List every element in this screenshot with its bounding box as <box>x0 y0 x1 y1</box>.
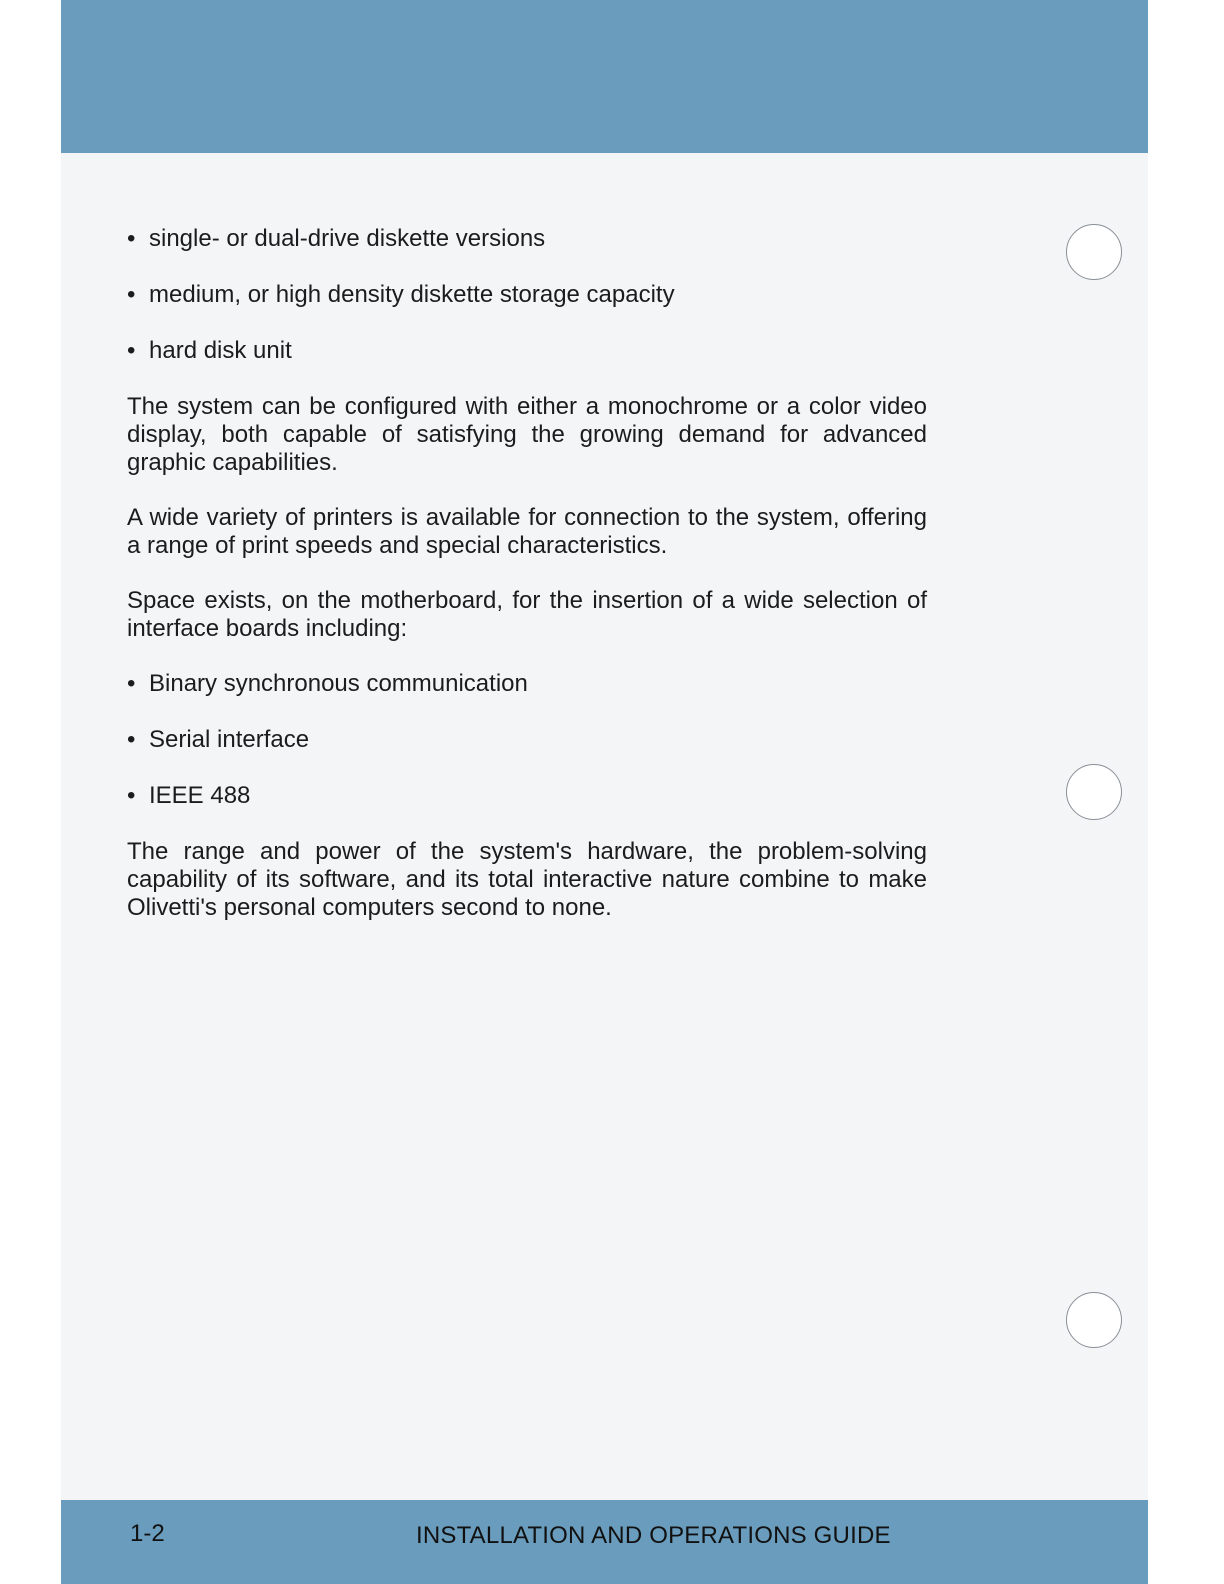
paragraph-display: The system can be configured with either a monochrome or a color video display, both capable of satisfying the growing demand for advanced graphic capabilities. <box>127 393 927 476</box>
list-item: • hard disk unit <box>127 337 927 365</box>
binder-hole <box>1066 224 1122 280</box>
binder-hole <box>1066 1292 1122 1348</box>
page-sheet <box>61 0 1148 1584</box>
interface-boards-list <box>127 670 927 810</box>
footer-band <box>61 1500 1148 1584</box>
page-content <box>127 225 927 949</box>
storage-options-list <box>127 225 927 365</box>
paragraph-closing: The range and power of the system's hardware, the problem-solving capability of its software, and its total interactive nature combine to make Olivetti's personal computers second to none. <box>127 838 927 921</box>
paragraph-interface-boards: Space exists, on the motherboard, for the insertion of a wide selection of interface boards including: <box>127 587 927 642</box>
binder-hole <box>1066 764 1122 820</box>
list-item: • Binary synchronous communication <box>127 670 927 698</box>
list-item: • medium, or high density diskette storage capacity <box>127 281 927 309</box>
page-number: 1-2 <box>130 1520 165 1547</box>
list-item: • single- or dual-drive diskette versions <box>127 225 927 253</box>
list-item: • Serial interface <box>127 726 927 754</box>
list-item: • IEEE 488 <box>127 782 927 810</box>
header-band <box>61 0 1148 153</box>
footer-title: INSTALLATION AND OPERATIONS GUIDE <box>416 1522 891 1549</box>
paragraph-printers: A wide variety of printers is available for connection to the system, offering a range of print speeds and special characteristics. <box>127 504 927 559</box>
